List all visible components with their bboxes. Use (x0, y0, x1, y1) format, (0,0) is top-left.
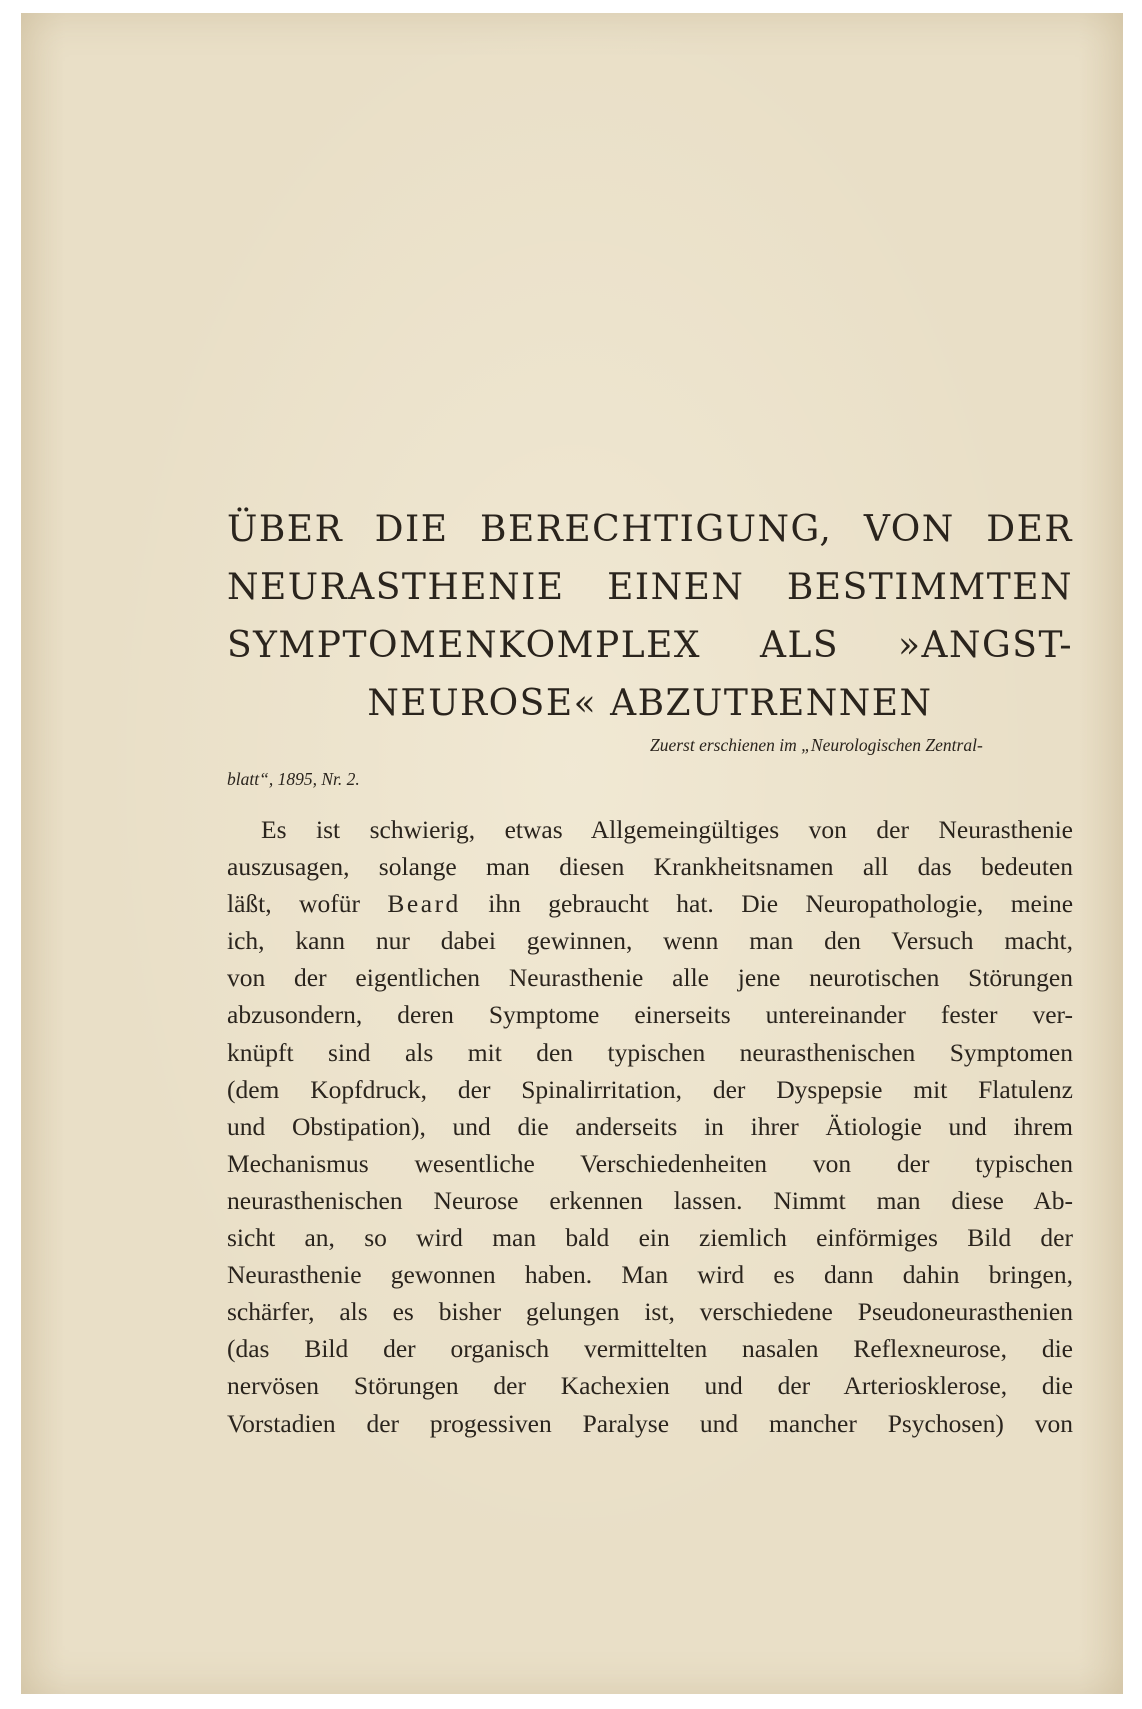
body-line: (das Bild der organisch vermittelten nasalen Reflexneurose, die (227, 1334, 1073, 1364)
chapter-title (227, 501, 1073, 733)
body-line: schärfer, als es bisher gelungen ist, verschiedene Pseudoneurasthenien (227, 1297, 1073, 1327)
body-line: von der eigentlichen Neurasthenie alle jene neurotischen Störungen (227, 963, 1073, 993)
body-line: Mechanismus wesentliche Verschiedenheiten von der typischen (227, 1148, 1073, 1178)
body-line: ich, kann nur dabei gewinnen, wenn man den Versuch macht, (227, 926, 1073, 956)
body-line: Vorstadien der progessiven Paralyse und mancher Psychosen) von (227, 1408, 1073, 1438)
body-line: sicht an, so wird man bald ein ziemlich einförmiges Bild der (227, 1223, 1073, 1253)
source-note (227, 728, 1073, 796)
body-line (227, 885, 1073, 922)
source-note-line-2: blatt“, 1895, Nr. 2. (227, 769, 360, 789)
body-line: neurasthenischen Neurose erkennen lassen. Nimmt man diese Ab- (227, 1185, 1073, 1215)
body-line: abzusondern, deren Symptome einerseits untereinander fester ver- (227, 1000, 1073, 1030)
title-line-3: SYMPTOMENKOMPLEX ALS »ANGST- (227, 625, 1073, 666)
body-line: nervösen Störungen der Kachexien und der Arteriosklerose, die (227, 1371, 1073, 1401)
author-name-beard: Beard (387, 889, 461, 919)
body-line: auszusagen, solange man diesen Krankheitsnamen all das bedeuten (227, 852, 1073, 882)
source-note-line-1: Zuerst erschienen im „Neurologischen Zentral- (650, 735, 983, 755)
title-line-1: ÜBER DIE BERECHTIGUNG, VON DER (227, 509, 1073, 550)
book-page (21, 13, 1123, 1694)
title-line-4: NEUROSE« ABZUTRENNEN (367, 683, 933, 724)
body-line-part: ihn gebraucht hat. Die Neuropathologie, meine (488, 889, 1074, 919)
body-line: (dem Kopfdruck, der Spinalirritation, der Dyspepsie mit Flatulenz (227, 1074, 1073, 1104)
body-line: Neurasthenie gewonnen haben. Man wird es dann dahin bringen, (227, 1260, 1073, 1290)
title-line-2: NEURASTHENIE EINEN BESTIMMTEN (227, 567, 1073, 608)
body-line-part: läßt, wofür (227, 889, 360, 919)
body-line: und Obstipation), und die anderseits in ihrer Ätiologie und ihrem (227, 1111, 1073, 1141)
body-line: knüpft sind als mit den typischen neurasthenischen Symptomen (227, 1037, 1073, 1067)
body-text (227, 811, 1073, 1442)
body-line: Es ist schwierig, etwas Allgemeingültiges von der Neurasthenie (261, 815, 1073, 844)
